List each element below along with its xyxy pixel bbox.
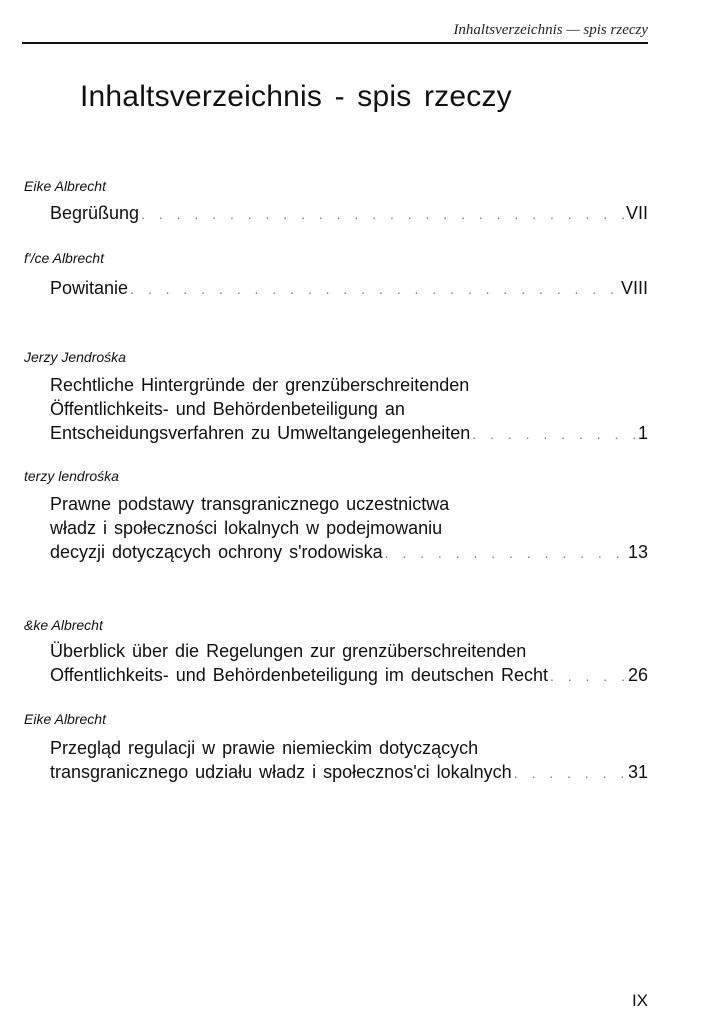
toc-page-number: VIII [620,278,648,298]
dot-leader [128,278,621,301]
toc-title-line: władz i społeczności lokalnych w podejmowaniu [50,518,443,538]
dot-leader [470,423,638,446]
toc-title-line: Rechtliche Hintergründe der grenzüberschreitenden [50,375,470,395]
toc-line-with-page[interactable] [50,761,648,785]
toc-page-number: VII [625,203,648,223]
toc-title: transgranicznego udziału władz i społecznos'ci lokalnych [50,762,512,782]
dot-leader [512,762,628,785]
toc-page-number: 31 [627,762,648,782]
page-title: Inhaltsverzeichnis - spis rzeczy [80,80,512,113]
toc-page-number: 1 [637,423,648,443]
toc-title: Offentlichkeits- und Behördenbeteiligung im deutschen Recht [50,665,548,685]
toc-author: &ke Albrecht [24,617,103,633]
toc-title-line: Przegląd regulacji w prawie niemieckim dotyczących [50,738,479,758]
page-number: IX [631,991,648,1010]
toc-author: Eike Albrecht [24,711,106,727]
toc-title: Entscheidungsverfahren zu Umweltangelegenheiten [50,423,471,443]
toc-line-with-page[interactable] [50,422,648,446]
dot-leader [383,542,628,565]
toc-title: Begrüßung [50,203,140,223]
toc-page-number: 13 [627,542,648,562]
toc-title: Powitanie [50,278,129,298]
dot-leader [548,665,628,688]
toc-author: f'/ce Albrecht [24,250,104,266]
running-head: Inhaltsverzeichnis — spis rzeczy [453,22,648,38]
toc-line-with-page[interactable] [50,277,648,301]
toc-line-with-page[interactable] [50,541,648,565]
toc-page-number: 26 [627,665,648,685]
toc-title-line: Öffentlichkeits- und Behördenbeteiligung an [50,399,405,419]
toc-author: terzy lendrośka [24,468,119,484]
toc-author: Eike Albrecht [24,178,106,194]
toc-line-with-page[interactable] [50,664,648,688]
toc-title: decyzji dotyczących ochrony s'rodowiska [50,542,383,562]
dot-leader [139,203,626,226]
toc-line-with-page[interactable] [50,202,648,226]
header-rule [22,42,648,44]
toc-author: Jerzy Jendrośka [24,349,126,365]
toc-title-line: Prawne podstawy transgranicznego uczestnictwa [50,494,450,514]
toc-title-line: Überblick über die Regelungen zur grenzüberschreitenden [50,641,527,661]
